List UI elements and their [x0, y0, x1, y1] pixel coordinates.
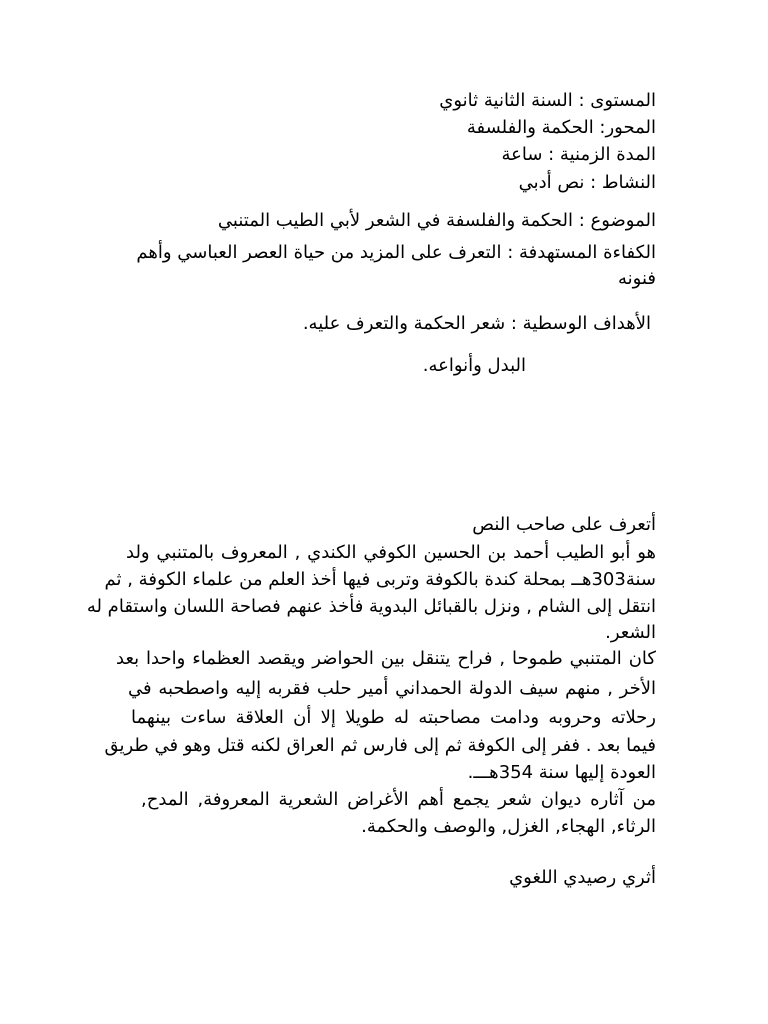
vocabulary-heading: أثري رصيدي اللغوي — [509, 867, 656, 888]
substitution-line: البدل وأنواعه. — [422, 355, 526, 376]
level-line: المستوى : السنة الثانية ثانوي — [439, 90, 656, 111]
competence-line-1: الكفاءة المستهدفة : التعرف على المزيد من حياة العصر العباسي وأهم — [136, 242, 656, 263]
author-paragraph-line: هو أبو الطيب أحمد بن الحسين الكوفي الكندي , المعروف بالمتنبي ولد — [126, 542, 656, 563]
author-paragraph-line: فيما بعد . ففر إلى الكوفة ثم إلى فارس ثم العراق لكنه قتل وهو في طريق — [104, 735, 656, 756]
author-heading: أتعرف على صاحب النص — [472, 514, 656, 535]
objectives-line: الأهداف الوسطية : شعر الحكمة والتعرف عليه. — [302, 313, 651, 334]
author-paragraph-line: كان المتنبي طموحا , فراح يتنقل بين الحواضر ويقصد العظماء واحدا بعد — [116, 648, 656, 669]
topic-line: الموضوع : الحكمة والفلسفة في الشعر لأبي الطيب المتنبي — [217, 210, 656, 231]
duration-line: المدة الزمنية : ساعة — [501, 144, 656, 165]
author-paragraph-line: الشعر. — [605, 622, 656, 643]
activity-line: النشاط : نص أدبي — [518, 172, 656, 193]
author-paragraph-line: رحلاته وحروبه ودامت مصاحبته له طويلا إلا أن العلاقة ساءت بينهما — [131, 707, 656, 728]
author-paragraph-line: الرثاء, الهجاء, الغزل, والوصف والحكمة. — [361, 816, 656, 837]
author-paragraph-line: انتقل إلى الشام , ونزل بالقبائل البدوية فأخذ عنهم فصاحة اللسان واستقام له — [86, 596, 656, 617]
author-paragraph-line: من آثاره ديوان شعر يجمع أهم الأغراض الشعرية المعروفة, المدح, — [141, 789, 656, 810]
axis-line: المحور: الحكمة والفلسفة — [466, 117, 656, 138]
author-paragraph-line: العودة إليها سنة 354هـــ. — [467, 762, 656, 783]
author-paragraph-line: سنة303هــ بمحلة كندة بالكوفة وتربى فيها أخذ العلم من علماء الكوفة , ثم — [104, 569, 656, 590]
competence-line-2: فنونه — [618, 268, 656, 289]
author-paragraph-line: الأخر , منهم سيف الدولة الحمداني أمير حلب فقربه إليه واصطحبه في — [128, 678, 656, 699]
